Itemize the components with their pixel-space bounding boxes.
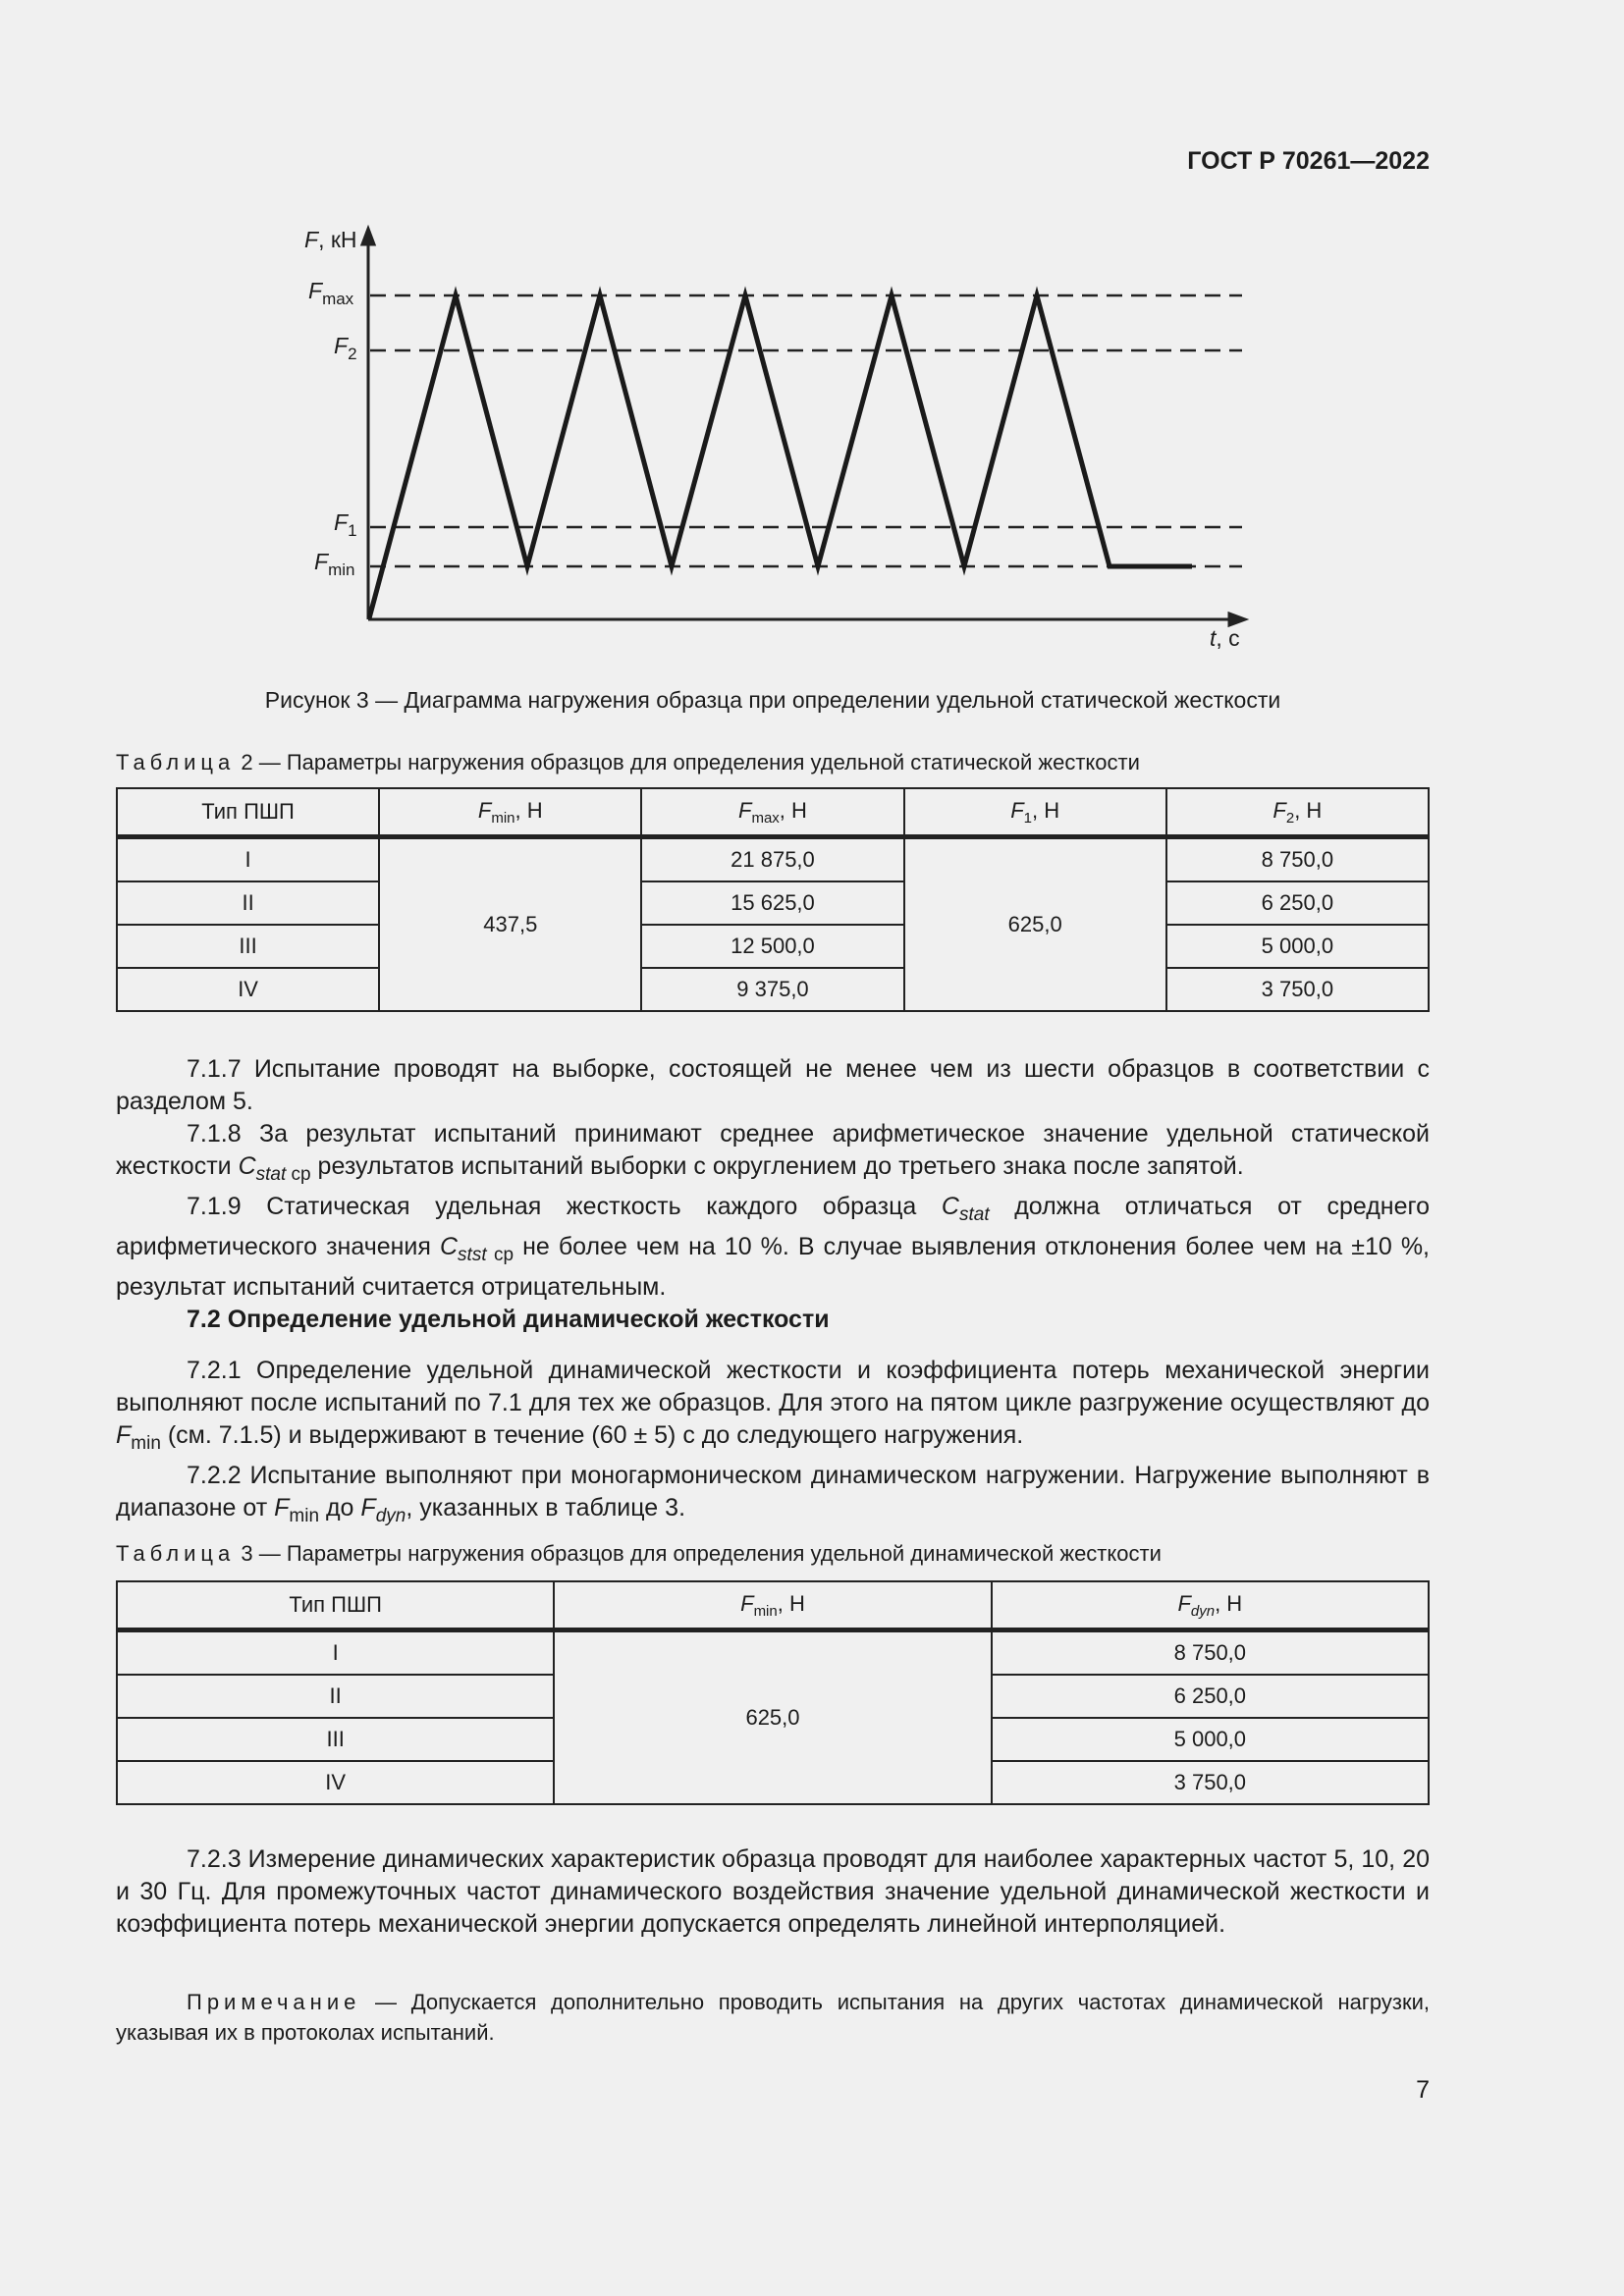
cell-f2: 5 000,0 bbox=[1166, 925, 1429, 968]
cell-fmax: 9 375,0 bbox=[641, 968, 903, 1011]
header-f2: $F_2$, Н bbox=[1166, 788, 1429, 837]
paragraphs-723 bbox=[116, 1843, 1430, 1941]
cell-type: IV bbox=[117, 968, 379, 1011]
cell-f1-merged: 625,0 bbox=[904, 837, 1166, 1012]
y-axis-arrow bbox=[362, 229, 374, 244]
fmin-label: $F_{min}$ bbox=[314, 549, 355, 579]
paragraphs-71 bbox=[116, 1053, 1430, 1304]
table-row bbox=[117, 968, 1429, 1011]
header-fdyn: $F_{dyn}$, Н bbox=[992, 1581, 1429, 1630]
table3-header-row bbox=[117, 1581, 1429, 1630]
f2-label: $F_2$ bbox=[334, 333, 357, 363]
cell-fmin-merged: 625,0 bbox=[554, 1630, 991, 1805]
table2-header-row bbox=[117, 788, 1429, 837]
header-type: Тип ПШП bbox=[117, 788, 379, 837]
header-fmin: $F_{min}$, Н bbox=[379, 788, 641, 837]
paragraphs-72 bbox=[116, 1355, 1430, 1532]
paragraph-722: 7.2.2 Испытание выполняют при моногармоническом динамическом нагружении. Нагружение выполняют в диапазоне от $F_{min}$ до $F_{dyn}$, указанных в таблице 3. bbox=[116, 1462, 1430, 1526]
cell-type: III bbox=[117, 1718, 554, 1761]
fmax-label: $F_{max}$ bbox=[308, 278, 354, 308]
paragraph-723: 7.2.3 Измерение динамических характеристик образца проводят для наиболее характерных частот 5, 10, 20 и 30 Гц. Для промежуточных частот динамического воздействия значение удельной динамической жесткости и коэффициента потерь механической энергии допускается определять линейной интерполяцией. bbox=[116, 1845, 1430, 1938]
header-f1: $F_1$, Н bbox=[904, 788, 1166, 837]
table-row bbox=[117, 925, 1429, 968]
cell-type: III bbox=[117, 925, 379, 968]
cell-fmin-merged: 437,5 bbox=[379, 837, 641, 1012]
cell-fmax: 15 625,0 bbox=[641, 881, 903, 925]
paragraph-719: 7.1.9 Статическая удельная жесткость каждого образца $C_{stat}$ должна отличаться от среднего арифметического значения $C_{stst ср}$ не более чем на 10 %. В случае выявления отклонения более чем на ±10 %, результат испытаний считается отрицательным. bbox=[116, 1193, 1430, 1301]
x-axis-label: t, с bbox=[1210, 625, 1240, 651]
note bbox=[116, 1987, 1430, 2048]
cell-fmax: 12 500,0 bbox=[641, 925, 903, 968]
cell-type: II bbox=[117, 1675, 554, 1718]
table-row bbox=[117, 881, 1429, 925]
loading-diagram-svg bbox=[295, 221, 1257, 663]
table-row bbox=[117, 837, 1429, 882]
table2 bbox=[116, 787, 1430, 1012]
load-curve bbox=[369, 295, 1192, 618]
table2-caption: Таблица 2 — Параметры нагружения образцов для определения удельной статической жесткости bbox=[116, 750, 1140, 774]
paragraph-721: 7.2.1 Определение удельной динамической жесткости и коэффициента потерь механической энергии выполняют после испытаний по 7.1 для тех же образцов. Для этого на пятом цикле разгружение осуществляют до $F_{min}$ (см. 7.1.5) и выдерживают в течение (60 ± 5) с до следующего нагружения. bbox=[116, 1357, 1430, 1454]
section-heading-72: 7.2 Определение удельной динамической жесткости bbox=[187, 1306, 830, 1333]
table3 bbox=[116, 1580, 1430, 1805]
cell-type: I bbox=[117, 837, 379, 882]
header-fmax: $F_{max}$, Н bbox=[641, 788, 903, 837]
figure-caption: Рисунок 3 — Диаграмма нагружения образца при определении удельной статической жесткости bbox=[264, 687, 1281, 713]
cell-f2: 8 750,0 bbox=[1166, 837, 1429, 882]
cell-fmax: 21 875,0 bbox=[641, 837, 903, 882]
table3-caption: Таблица 3 — Параметры нагружения образцов для определения удельной динамической жесткости bbox=[116, 1541, 1162, 1566]
y-axis-label: F, кН bbox=[304, 227, 357, 252]
note-text: — Допускается дополнительно проводить испытания на других частотах динамической нагрузки, указывая их в протоколах испытаний. bbox=[116, 1990, 1430, 2045]
cell-fdyn: 6 250,0 bbox=[992, 1675, 1429, 1718]
cell-fdyn: 8 750,0 bbox=[992, 1630, 1429, 1676]
cell-f2: 3 750,0 bbox=[1166, 968, 1429, 1011]
f1-label: $F_1$ bbox=[334, 509, 357, 540]
cell-type: I bbox=[117, 1630, 554, 1676]
cell-type: II bbox=[117, 881, 379, 925]
x-axis-arrow bbox=[1229, 614, 1245, 625]
cell-fdyn: 3 750,0 bbox=[992, 1761, 1429, 1804]
paragraph-717: 7.1.7 Испытание проводят на выборке, состоящей не менее чем из шести образцов в соответствии с разделом 5. bbox=[116, 1055, 1430, 1115]
document-code: ГОСТ Р 70261—2022 bbox=[1187, 147, 1430, 175]
note-label: Примечание bbox=[187, 1990, 361, 2014]
cell-f2: 6 250,0 bbox=[1166, 881, 1429, 925]
page-number: 7 bbox=[1416, 2076, 1430, 2104]
header-type: Тип ПШП bbox=[117, 1581, 554, 1630]
loading-diagram bbox=[295, 221, 1257, 663]
cell-type: IV bbox=[117, 1761, 554, 1804]
paragraph-718: 7.1.8 За результат испытаний принимают среднее арифметическое значение удельной статической жесткости $C_{stat ср}$ результатов испытаний выборки с округлением до третьего знака после запятой. bbox=[116, 1120, 1430, 1185]
header-fmin: $F_{min}$, Н bbox=[554, 1581, 991, 1630]
cell-fdyn: 5 000,0 bbox=[992, 1718, 1429, 1761]
table-row bbox=[117, 1630, 1429, 1676]
